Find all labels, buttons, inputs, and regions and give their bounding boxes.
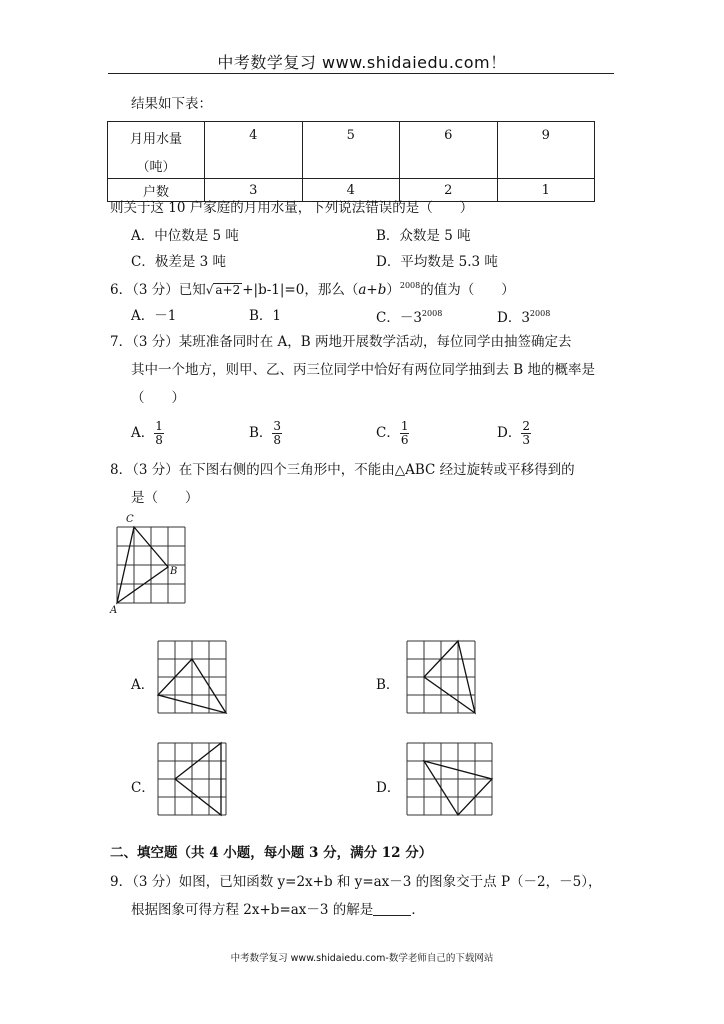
numerator: 2 <box>522 419 530 433</box>
q6-prefix: 6．（3 分）已知 <box>110 282 206 298</box>
q7-option-d <box>497 420 531 447</box>
water-usage-table <box>107 121 595 202</box>
q9-line2 <box>131 903 425 918</box>
q7-line3: （ ） <box>131 390 185 406</box>
fraction <box>154 420 164 447</box>
label-b: B <box>170 566 178 577</box>
fraction <box>521 420 531 447</box>
label-c: C <box>126 514 134 525</box>
q7-option-a <box>131 420 164 447</box>
q7-c-label: C． <box>376 425 400 441</box>
q8-option-d-figure <box>404 740 496 818</box>
q5-stem: 则关于这 10 户家庭的月用水量，下列说法错误的是（ ） <box>110 200 474 216</box>
sqrt-radicand: a+2 <box>215 283 241 297</box>
table-header-households: 户数 <box>108 179 205 202</box>
triangle-abc-grid <box>114 524 188 606</box>
q7-d-label: D． <box>497 425 522 441</box>
q9-line2-end: ． <box>411 902 425 918</box>
denominator: 8 <box>273 433 282 447</box>
table-cell: 4 <box>302 179 400 202</box>
table-cell: 3 <box>205 179 303 202</box>
q8-option-b-figure <box>404 638 478 716</box>
q6-c-exp: 2008 <box>421 309 443 318</box>
q8-option-c-figure <box>155 740 229 818</box>
q8-option-d-label: D． <box>376 780 401 796</box>
header-usage-line1: 月用水量 <box>129 132 182 147</box>
q6-option-b: B．1 <box>249 308 282 324</box>
q9-line2-text: 根据图象可得方程 2x+b=ax－3 的解是 <box>131 902 374 918</box>
q6-abs-part: +|b-1|=0，那么（ <box>242 282 359 298</box>
table-cell: 4 <box>205 122 303 179</box>
q8-line1: 8．（3 分）在下图右侧的四个三角形中，不能由△ABC 经过旋转或平移得到的 <box>110 462 575 478</box>
section-title: 二、填空题（共 4 小题，每小题 3 分，满分 12 分） <box>110 845 433 861</box>
header-usage-line2: （吨） <box>136 160 176 175</box>
table-cell: 2 <box>400 179 498 202</box>
numerator: 3 <box>273 419 282 433</box>
q9-line1: 9．（3 分）如图，已知函数 y=2x+b 和 y=ax－3 的图象交于点 P（－2，－5）， <box>110 874 602 890</box>
header-rule <box>108 73 614 74</box>
q7-a-label: A． <box>131 425 155 441</box>
q5-option-d: D．平均数是 5.3 吨 <box>376 254 498 270</box>
q7-option-c <box>376 420 409 447</box>
q6-exponent: 2008 <box>399 281 421 290</box>
table-cell: 1 <box>497 179 595 202</box>
q6-d-exp: 2008 <box>529 309 551 318</box>
q8-option-a-figure <box>155 638 229 716</box>
q8-line2: 是（ ） <box>131 490 199 506</box>
fraction <box>400 420 410 447</box>
q6-option-a: A．－1 <box>131 308 177 324</box>
table-cell: 6 <box>400 122 498 179</box>
label-a: A <box>110 605 118 616</box>
q7-b-label: B． <box>249 425 273 441</box>
q5-option-a: A．中位数是 5 吨 <box>131 228 239 244</box>
q8-option-c-label: C． <box>131 780 155 796</box>
q5-option-b: B．众数是 5 吨 <box>376 228 471 244</box>
q6-option-c <box>376 310 442 326</box>
q6-d-base: D．3 <box>497 310 530 326</box>
denominator: 3 <box>522 433 530 447</box>
denominator: 8 <box>155 433 163 447</box>
page-header: 中考数学复习 www.shidaiedu.com！ <box>217 53 507 72</box>
fraction <box>272 420 282 447</box>
q7-line1: 7．（3 分）某班准备同时在 A，B 两地开展数学活动，每位同学由抽签确定去 <box>110 334 572 350</box>
table-intro: 结果如下表： <box>131 96 212 112</box>
q7-line2: 其中一个地方，则甲、乙、丙三位同学中恰好有两位同学抽到去 B 地的概率是 <box>131 362 596 378</box>
table-cell: 5 <box>302 122 400 179</box>
sqrt-sign: √ <box>205 283 214 297</box>
q6-close: ） <box>386 282 400 298</box>
page-footer: 中考数学复习 www.shidaiedu.com-数学老师自己的下载网站 <box>230 953 494 964</box>
answer-blank[interactable] <box>373 903 411 916</box>
table-cell: 9 <box>497 122 595 179</box>
q7-option-b <box>249 420 282 447</box>
q5-option-c: C．极差是 3 吨 <box>131 254 227 270</box>
q6-ab: a+b <box>358 282 387 298</box>
numerator: 1 <box>155 419 163 433</box>
q8-option-a-label: A． <box>131 677 155 693</box>
numerator: 1 <box>400 419 409 433</box>
q8-option-b-label: B． <box>376 677 400 693</box>
q6-tail: 的值为（ ） <box>420 282 515 298</box>
q6-option-d <box>497 310 550 326</box>
denominator: 6 <box>400 433 409 447</box>
q6-stem <box>110 282 515 298</box>
table-header-usage <box>108 122 205 179</box>
q6-c-base: C．－3 <box>376 310 422 326</box>
